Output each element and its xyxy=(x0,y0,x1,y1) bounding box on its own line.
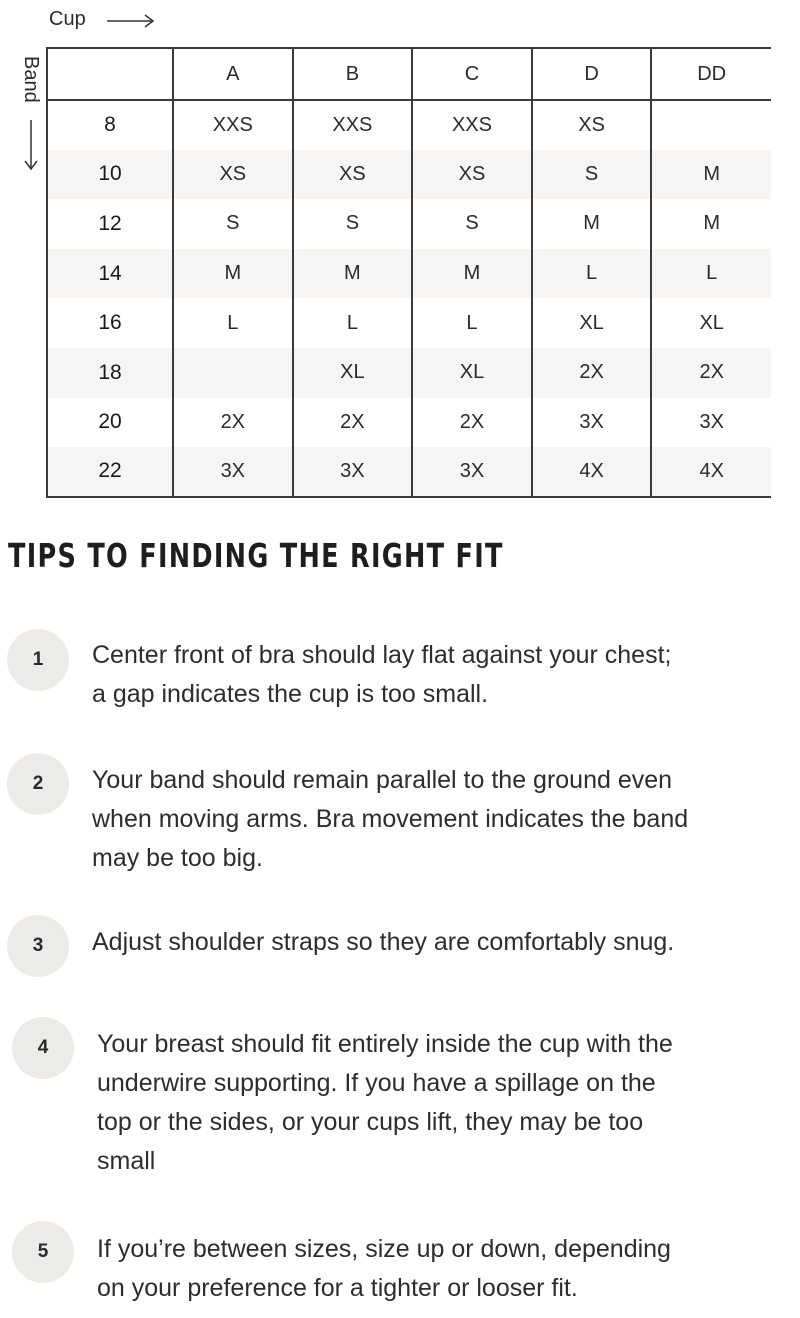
band-cell: 18 xyxy=(47,348,173,398)
size-cell: L xyxy=(293,298,413,348)
size-cell: 2X xyxy=(412,398,532,448)
tip-number-badge: 1 xyxy=(7,629,69,691)
tip-line: on your preference for a tighter or looser fit. xyxy=(97,1274,578,1302)
table-row xyxy=(47,348,771,398)
tip-line: If you’re between sizes, size up or down, depending xyxy=(97,1235,671,1263)
size-cell: M xyxy=(651,150,771,200)
tip-line: small xyxy=(97,1147,156,1175)
cup-header-cell: DD xyxy=(651,48,771,100)
tip-text xyxy=(97,1025,673,1181)
size-cell: L xyxy=(412,298,532,348)
size-cell xyxy=(651,100,771,150)
band-cell: 12 xyxy=(47,199,173,249)
band-axis-label: Band xyxy=(20,56,42,103)
size-cell: L xyxy=(173,298,293,348)
band-cell: 10 xyxy=(47,150,173,200)
size-cell: M xyxy=(173,249,293,299)
size-cell: 3X xyxy=(651,398,771,448)
tip-text xyxy=(97,1230,671,1308)
size-cell: M xyxy=(651,199,771,249)
size-cell: 3X xyxy=(412,447,532,497)
size-cell: 2X xyxy=(173,398,293,448)
size-cell: 2X xyxy=(532,348,652,398)
band-cell: 8 xyxy=(47,100,173,150)
size-cell: XS xyxy=(412,150,532,200)
table-header-row xyxy=(47,48,771,100)
size-chart-table xyxy=(46,47,771,498)
tip-line: top or the sides, or your cups lift, they may be too xyxy=(97,1108,644,1136)
size-cell: XXS xyxy=(173,100,293,150)
size-cell: 3X xyxy=(532,398,652,448)
tip-line: Your band should remain parallel to the ground even xyxy=(92,766,673,794)
table-row xyxy=(47,150,771,200)
size-cell: L xyxy=(532,249,652,299)
tip-number-badge: 4 xyxy=(12,1017,74,1079)
size-cell: 2X xyxy=(651,348,771,398)
band-cell: 22 xyxy=(47,447,173,497)
tip-text xyxy=(92,761,688,878)
tip-line: Adjust shoulder straps so they are comfortably snug. xyxy=(92,928,675,956)
band-cell: 16 xyxy=(47,298,173,348)
band-cell: 14 xyxy=(47,249,173,299)
tip-number-badge: 3 xyxy=(7,915,69,977)
size-cell: XL xyxy=(532,298,652,348)
size-cell: 4X xyxy=(651,447,771,497)
table-row xyxy=(47,398,771,448)
size-cell: XL xyxy=(412,348,532,398)
table-row xyxy=(47,199,771,249)
band-cell: 20 xyxy=(47,398,173,448)
tips-heading: TIPS TO FINDING THE RIGHT FIT xyxy=(8,536,504,575)
right-arrow-icon xyxy=(107,11,155,31)
size-cell: XXS xyxy=(412,100,532,150)
tip-line: may be too big. xyxy=(92,844,263,872)
size-cell: XL xyxy=(293,348,413,398)
table-row xyxy=(47,447,771,497)
size-cell: L xyxy=(651,249,771,299)
cup-header-cell: D xyxy=(532,48,652,100)
tip-line: a gap indicates the cup is too small. xyxy=(92,680,489,708)
size-cell: 3X xyxy=(293,447,413,497)
tip-line: underwire supporting. If you have a spillage on the xyxy=(97,1069,656,1097)
table-row xyxy=(47,249,771,299)
tip-line: when moving arms. Bra movement indicates the band xyxy=(92,805,689,833)
table-row xyxy=(47,298,771,348)
tip-text xyxy=(92,636,671,714)
size-cell: XL xyxy=(651,298,771,348)
size-cell: XS xyxy=(293,150,413,200)
corner-cell xyxy=(47,48,173,100)
tip-number-badge: 2 xyxy=(7,753,69,815)
tip-text xyxy=(92,923,674,962)
cup-header-cell: C xyxy=(412,48,532,100)
size-cell: XS xyxy=(532,100,652,150)
tip-line: Your breast should fit entirely inside the cup with the xyxy=(97,1030,673,1058)
cup-header-cell: B xyxy=(293,48,413,100)
size-cell: 4X xyxy=(532,447,652,497)
cup-header-cell: A xyxy=(173,48,293,100)
size-cell: 3X xyxy=(173,447,293,497)
size-cell xyxy=(173,348,293,398)
size-cell: XS xyxy=(173,150,293,200)
size-cell: S xyxy=(293,199,413,249)
size-cell: S xyxy=(412,199,532,249)
size-cell: XXS xyxy=(293,100,413,150)
size-cell: M xyxy=(412,249,532,299)
down-arrow-icon xyxy=(22,120,42,172)
size-cell: 2X xyxy=(293,398,413,448)
size-cell: M xyxy=(532,199,652,249)
tip-number-badge: 5 xyxy=(12,1221,74,1283)
size-cell: M xyxy=(293,249,413,299)
size-cell: S xyxy=(173,199,293,249)
cup-axis-label: Cup xyxy=(49,8,86,30)
table-row xyxy=(47,100,771,150)
size-cell: S xyxy=(532,150,652,200)
band-axis-label-wrap xyxy=(16,52,44,122)
tip-line: Center front of bra should lay flat against your chest; xyxy=(92,641,672,669)
